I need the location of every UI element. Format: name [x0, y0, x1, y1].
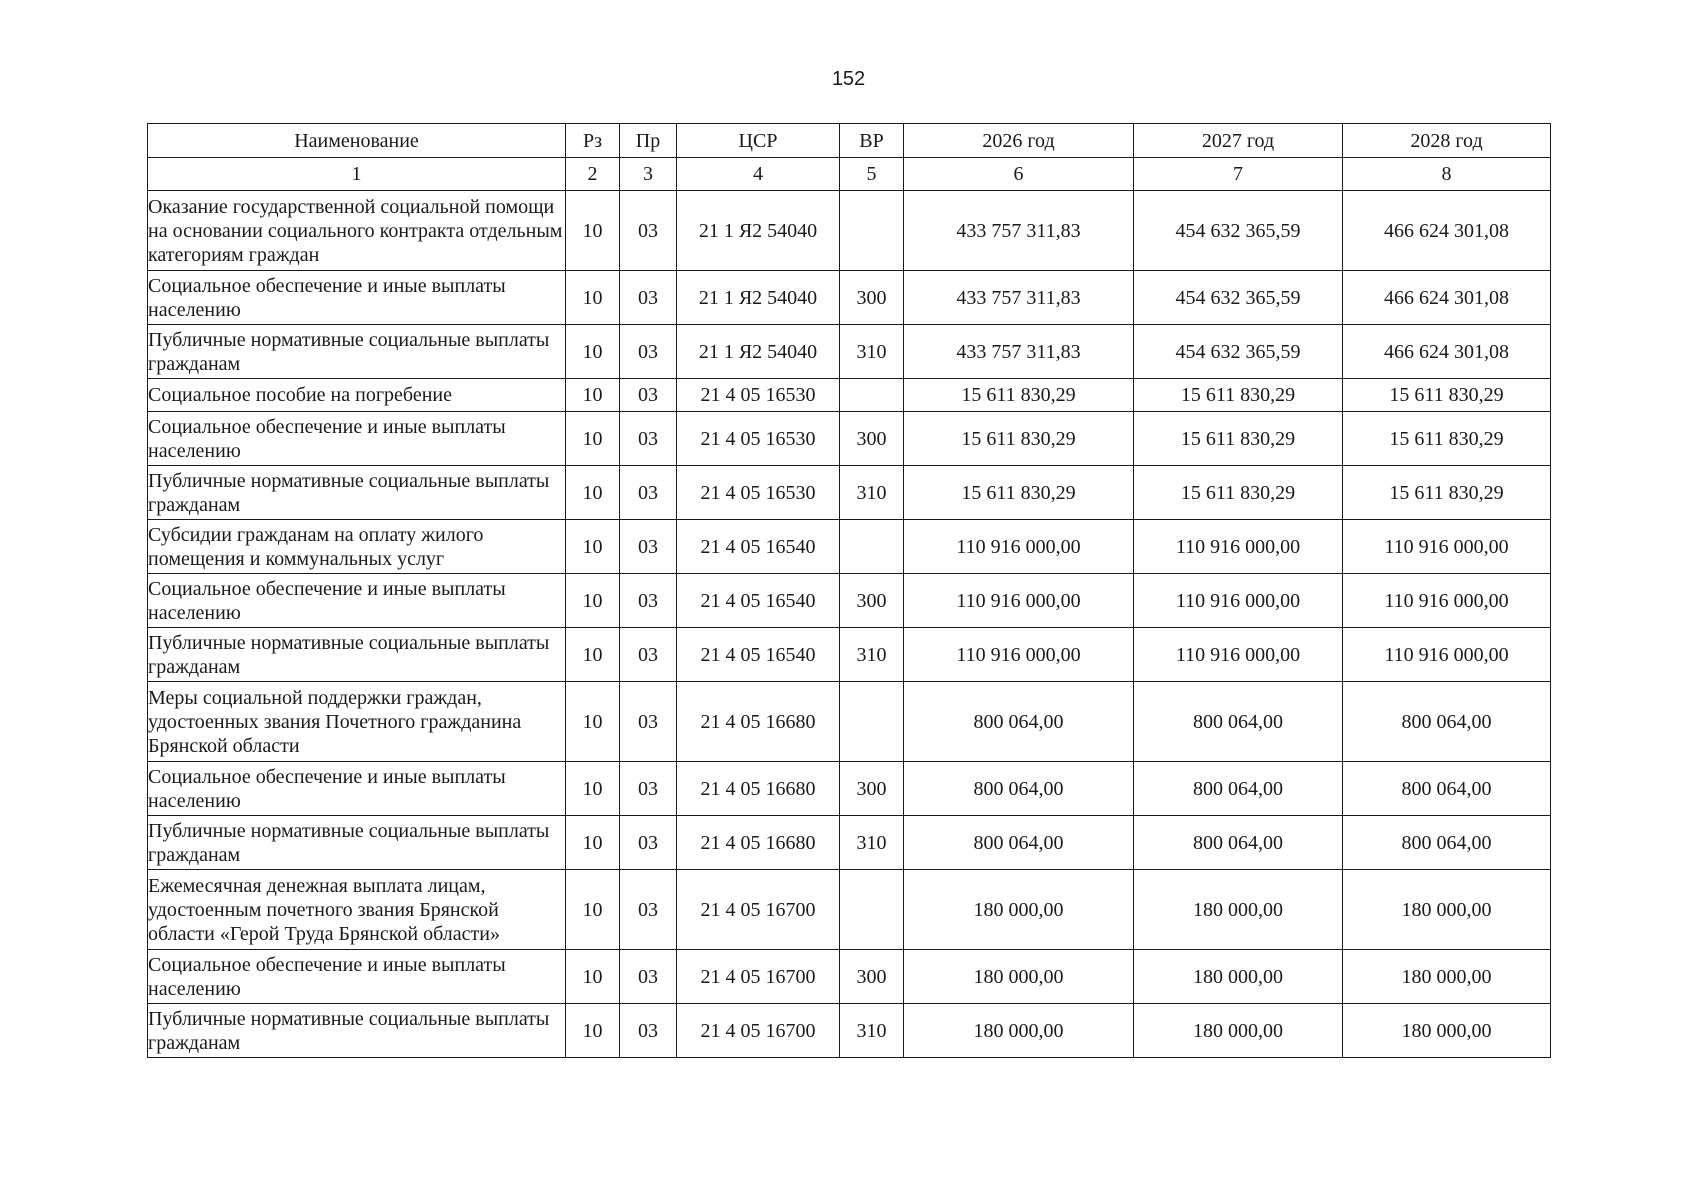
row-2027-cell: 180 000,00 [1134, 870, 1343, 950]
table-row [148, 574, 1551, 628]
row-rz-cell: 10 [566, 1004, 620, 1058]
row-2027-cell: 110 916 000,00 [1134, 574, 1343, 628]
row-2028-cell: 180 000,00 [1343, 870, 1551, 950]
table-row [148, 1004, 1551, 1058]
row-pr-cell: 03 [620, 628, 677, 682]
row-pr-cell: 03 [620, 412, 677, 466]
table-row [148, 682, 1551, 762]
row-2027-cell: 15 611 830,29 [1134, 466, 1343, 520]
row-csr-cell: 21 4 05 16700 [677, 1004, 840, 1058]
row-2026-cell: 15 611 830,29 [904, 379, 1134, 412]
row-csr-cell: 21 1 Я2 54040 [677, 191, 840, 271]
row-csr-cell: 21 4 05 16530 [677, 379, 840, 412]
row-2026-cell: 433 757 311,83 [904, 271, 1134, 325]
table-row [148, 412, 1551, 466]
row-vr-cell: 310 [840, 325, 904, 379]
row-2026-cell: 800 064,00 [904, 762, 1134, 816]
row-2027-cell: 800 064,00 [1134, 816, 1343, 870]
row-vr-cell: 300 [840, 574, 904, 628]
header-csr: ЦСР [677, 124, 840, 158]
row-2026-cell: 15 611 830,29 [904, 466, 1134, 520]
row-name-cell: Социальное обеспечение и иные выплаты населению [148, 950, 566, 1004]
row-csr-cell: 21 4 05 16680 [677, 816, 840, 870]
row-2027-cell: 180 000,00 [1134, 950, 1343, 1004]
row-vr-cell: 300 [840, 950, 904, 1004]
row-pr-cell: 03 [620, 325, 677, 379]
row-csr-cell: 21 4 05 16530 [677, 466, 840, 520]
table-row [148, 870, 1551, 950]
row-2027-cell: 15 611 830,29 [1134, 379, 1343, 412]
row-name-cell: Социальное обеспечение и иные выплаты населению [148, 271, 566, 325]
row-2026-cell: 433 757 311,83 [904, 191, 1134, 271]
row-vr-cell: 300 [840, 271, 904, 325]
row-vr-cell [840, 682, 904, 762]
row-rz-cell: 10 [566, 412, 620, 466]
row-rz-cell: 10 [566, 682, 620, 762]
table-row [148, 816, 1551, 870]
row-vr-cell: 300 [840, 762, 904, 816]
header-row [148, 124, 1551, 158]
row-csr-cell: 21 4 05 16540 [677, 574, 840, 628]
row-name-cell: Публичные нормативные социальные выплаты гражданам [148, 1004, 566, 1058]
row-2027-cell: 454 632 365,59 [1134, 191, 1343, 271]
row-csr-cell: 21 1 Я2 54040 [677, 325, 840, 379]
row-pr-cell: 03 [620, 762, 677, 816]
row-name-cell: Меры социальной поддержки граждан, удостоенных звания Почетного гражданина Брянской области [148, 682, 566, 762]
row-csr-cell: 21 4 05 16680 [677, 682, 840, 762]
row-name-cell: Социальное пособие на погребение [148, 379, 566, 412]
column-number: 7 [1134, 158, 1343, 191]
row-vr-cell: 310 [840, 628, 904, 682]
row-2026-cell: 110 916 000,00 [904, 574, 1134, 628]
table-row [148, 520, 1551, 574]
header-rz: Рз [566, 124, 620, 158]
table-row [148, 325, 1551, 379]
row-rz-cell: 10 [566, 574, 620, 628]
row-2027-cell: 180 000,00 [1134, 1004, 1343, 1058]
row-2028-cell: 800 064,00 [1343, 816, 1551, 870]
table-row [148, 628, 1551, 682]
row-csr-cell: 21 4 05 16680 [677, 762, 840, 816]
row-2026-cell: 433 757 311,83 [904, 325, 1134, 379]
row-pr-cell: 03 [620, 191, 677, 271]
row-2026-cell: 110 916 000,00 [904, 520, 1134, 574]
row-name-cell: Публичные нормативные социальные выплаты гражданам [148, 325, 566, 379]
row-vr-cell [840, 520, 904, 574]
column-number: 6 [904, 158, 1134, 191]
row-2028-cell: 800 064,00 [1343, 682, 1551, 762]
row-vr-cell: 310 [840, 466, 904, 520]
header-2028: 2028 год [1343, 124, 1551, 158]
row-rz-cell: 10 [566, 870, 620, 950]
column-number: 5 [840, 158, 904, 191]
row-vr-cell [840, 191, 904, 271]
row-name-cell: Публичные нормативные социальные выплаты гражданам [148, 628, 566, 682]
row-2028-cell: 180 000,00 [1343, 1004, 1551, 1058]
row-rz-cell: 10 [566, 762, 620, 816]
row-name-cell: Публичные нормативные социальные выплаты гражданам [148, 466, 566, 520]
row-csr-cell: 21 4 05 16540 [677, 520, 840, 574]
column-number: 1 [148, 158, 566, 191]
table-row [148, 271, 1551, 325]
row-rz-cell: 10 [566, 379, 620, 412]
table-row [148, 466, 1551, 520]
table-row [148, 191, 1551, 271]
row-vr-cell: 310 [840, 816, 904, 870]
row-rz-cell: 10 [566, 466, 620, 520]
table-row [148, 762, 1551, 816]
row-rz-cell: 10 [566, 520, 620, 574]
row-rz-cell: 10 [566, 950, 620, 1004]
row-name-cell: Ежемесячная денежная выплата лицам, удостоенным почетного звания Брянской области «Герой Труда Брянской области» [148, 870, 566, 950]
row-rz-cell: 10 [566, 191, 620, 271]
row-vr-cell [840, 379, 904, 412]
header-pr: Пр [620, 124, 677, 158]
row-rz-cell: 10 [566, 271, 620, 325]
row-2028-cell: 800 064,00 [1343, 762, 1551, 816]
row-pr-cell: 03 [620, 1004, 677, 1058]
row-2027-cell: 454 632 365,59 [1134, 271, 1343, 325]
row-2027-cell: 454 632 365,59 [1134, 325, 1343, 379]
row-2026-cell: 110 916 000,00 [904, 628, 1134, 682]
row-rz-cell: 10 [566, 325, 620, 379]
page-number: 152 [831, 68, 866, 90]
row-pr-cell: 03 [620, 950, 677, 1004]
header-vr: ВР [840, 124, 904, 158]
row-pr-cell: 03 [620, 379, 677, 412]
row-2026-cell: 180 000,00 [904, 1004, 1134, 1058]
row-2027-cell: 110 916 000,00 [1134, 520, 1343, 574]
row-csr-cell: 21 4 05 16700 [677, 870, 840, 950]
row-2026-cell: 800 064,00 [904, 816, 1134, 870]
row-2028-cell: 15 611 830,29 [1343, 412, 1551, 466]
row-pr-cell: 03 [620, 574, 677, 628]
row-pr-cell: 03 [620, 466, 677, 520]
row-rz-cell: 10 [566, 628, 620, 682]
row-2026-cell: 180 000,00 [904, 870, 1134, 950]
row-csr-cell: 21 4 05 16540 [677, 628, 840, 682]
budget-table [147, 123, 1551, 1058]
header-name: Наименование [148, 124, 566, 158]
row-2027-cell: 15 611 830,29 [1134, 412, 1343, 466]
row-2028-cell: 15 611 830,29 [1343, 379, 1551, 412]
header-2026: 2026 год [904, 124, 1134, 158]
column-number: 8 [1343, 158, 1551, 191]
row-2028-cell: 15 611 830,29 [1343, 466, 1551, 520]
row-pr-cell: 03 [620, 870, 677, 950]
row-2028-cell: 466 624 301,08 [1343, 325, 1551, 379]
row-name-cell: Социальное обеспечение и иные выплаты населению [148, 412, 566, 466]
row-name-cell: Социальное обеспечение и иные выплаты населению [148, 574, 566, 628]
row-2027-cell: 110 916 000,00 [1134, 628, 1343, 682]
row-name-cell: Субсидии гражданам на оплату жилого помещения и коммунальных услуг [148, 520, 566, 574]
row-2028-cell: 110 916 000,00 [1343, 628, 1551, 682]
table-row [148, 950, 1551, 1004]
header-2027: 2027 год [1134, 124, 1343, 158]
row-vr-cell: 300 [840, 412, 904, 466]
row-csr-cell: 21 4 05 16530 [677, 412, 840, 466]
row-2027-cell: 800 064,00 [1134, 762, 1343, 816]
row-2028-cell: 466 624 301,08 [1343, 191, 1551, 271]
row-vr-cell [840, 870, 904, 950]
row-name-cell: Публичные нормативные социальные выплаты гражданам [148, 816, 566, 870]
column-number: 3 [620, 158, 677, 191]
row-vr-cell: 310 [840, 1004, 904, 1058]
table-row [148, 379, 1551, 412]
row-pr-cell: 03 [620, 271, 677, 325]
row-csr-cell: 21 4 05 16700 [677, 950, 840, 1004]
row-pr-cell: 03 [620, 520, 677, 574]
row-2027-cell: 800 064,00 [1134, 682, 1343, 762]
row-2028-cell: 110 916 000,00 [1343, 520, 1551, 574]
row-rz-cell: 10 [566, 816, 620, 870]
row-pr-cell: 03 [620, 816, 677, 870]
column-number: 2 [566, 158, 620, 191]
row-csr-cell: 21 1 Я2 54040 [677, 271, 840, 325]
row-2026-cell: 15 611 830,29 [904, 412, 1134, 466]
row-2026-cell: 180 000,00 [904, 950, 1134, 1004]
row-2028-cell: 180 000,00 [1343, 950, 1551, 1004]
row-2028-cell: 110 916 000,00 [1343, 574, 1551, 628]
column-number-row [148, 158, 1551, 191]
row-pr-cell: 03 [620, 682, 677, 762]
row-2026-cell: 800 064,00 [904, 682, 1134, 762]
row-name-cell: Социальное обеспечение и иные выплаты населению [148, 762, 566, 816]
row-2028-cell: 466 624 301,08 [1343, 271, 1551, 325]
row-name-cell: Оказание государственной социальной помощи на основании социального контракта отдельным категориям граждан [148, 191, 566, 271]
column-number: 4 [677, 158, 840, 191]
